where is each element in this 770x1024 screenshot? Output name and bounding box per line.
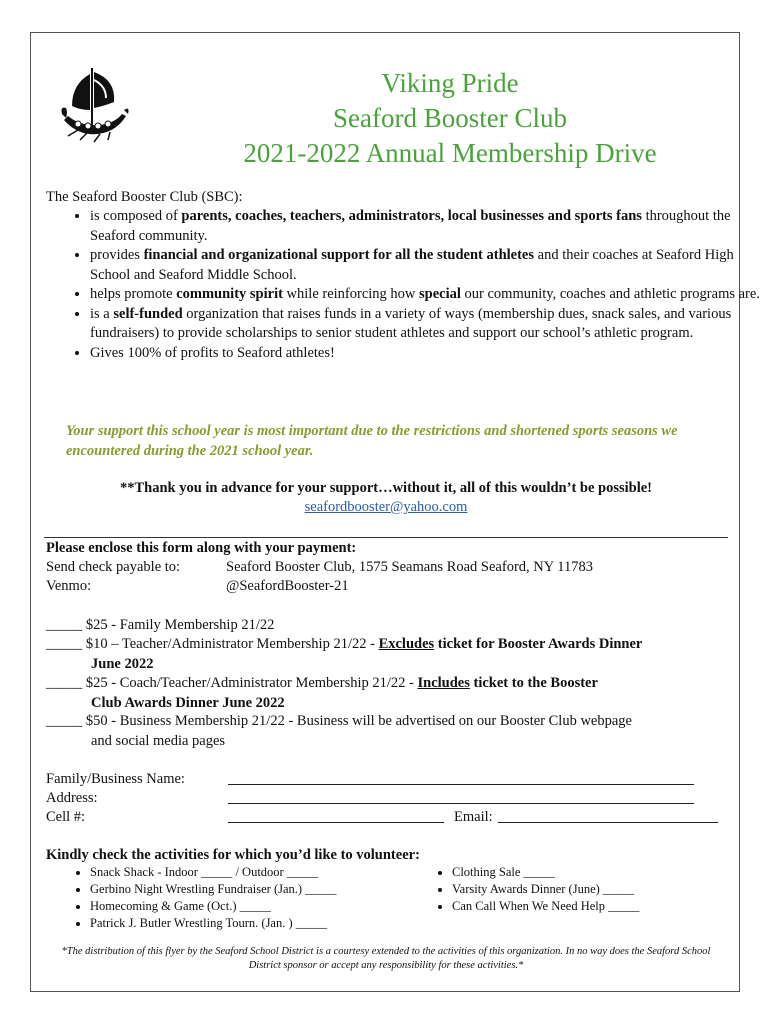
- check-label: Send check payable to:: [46, 559, 181, 575]
- support-note: Your support this school year is most important due to the restrictions and shortened sports seasons we encountered during the 2021 school year.: [66, 423, 678, 459]
- cell-field[interactable]: [228, 822, 444, 823]
- list-item[interactable]: • Clothing Sale _____: [452, 864, 752, 881]
- email-link[interactable]: seafordbooster@yahoo.com: [304, 499, 468, 515]
- list-item[interactable]: • Patrick J. Butler Wrestling Tourn. (Jan. ) _____: [90, 915, 430, 932]
- list-item[interactable]: • Varsity Awards Dinner (June) _____: [452, 881, 752, 898]
- family-name-field[interactable]: [228, 784, 694, 785]
- list-item: • helps promote community spirit while reinforcing how special our community, coaches and athletic programs are.: [90, 285, 770, 305]
- email-field[interactable]: [498, 822, 718, 823]
- membership-business[interactable]: _____ $50 - Business Membership 21/22 - Business will be advertised on our Booster Club webpage and social media pages: [46, 713, 632, 749]
- membership-coach[interactable]: _____ $25 - Coach/Teacher/Administrator Membership 21/22 - Includes ticket to the Booster Club Awards Dinner June 2022: [46, 675, 598, 711]
- divider: [44, 537, 728, 538]
- intro-text: The Seaford Booster Club (SBC):: [46, 189, 243, 205]
- venmo-label: Venmo:: [46, 578, 92, 594]
- list-item: • Gives 100% of profits to Seaford athletes!: [90, 344, 770, 364]
- list-item[interactable]: • Can Call When We Need Help _____: [452, 898, 752, 915]
- title-line-3: 2021-2022 Annual Membership Drive: [243, 138, 657, 168]
- thank-you-note: **Thank you in advance for your support…without it, all of this wouldn’t be possible!: [119, 480, 653, 496]
- venmo-value: @SeafordBooster-21: [226, 578, 349, 594]
- membership-family[interactable]: _____ $25 - Family Membership 21/22: [46, 617, 275, 633]
- volunteer-list-right: [428, 864, 752, 915]
- list-item[interactable]: • Gerbino Night Wrestling Fundraiser (Jan.) _____: [90, 881, 430, 898]
- cell-label: Cell #:: [46, 809, 86, 825]
- list-item: • is a self-funded organization that raises funds in a variety of ways (membership dues, snack sales, and various fundraisers) to provide scholarships to senior student athletes and support our school’s athletic program.: [90, 305, 770, 344]
- title-line-1: Viking Pride: [381, 68, 519, 98]
- disclaimer-footer: *The distribution of this flyer by the Seaford School District is a courtesy extended to the activities of this organization. In no way does the Seaford School District sponsor or accept any responsibility for these activities.*: [61, 946, 711, 971]
- email-label: Email:: [454, 809, 493, 825]
- volunteer-list-left: [66, 864, 430, 932]
- list-item[interactable]: • Snack Shack - Indoor _____ / Outdoor _____: [90, 864, 430, 881]
- address-label: Address:: [46, 790, 98, 806]
- viking-ship-icon: [58, 62, 130, 150]
- list-item: • is composed of parents, coaches, teachers, administrators, local businesses and sports fans throughout the Seaford community.: [90, 207, 770, 246]
- payment-heading: Please enclose this form along with your payment:: [46, 540, 357, 556]
- list-item: • provides financial and organizational support for all the student athletes and their coaches at Seaford High School and Seaford Middle School.: [90, 246, 770, 285]
- membership-teacher[interactable]: _____ $10 – Teacher/Administrator Membership 21/22 - Excludes ticket for Booster Awards Dinner June 2022: [46, 636, 643, 672]
- title-line-2: Seaford Booster Club: [333, 103, 567, 133]
- check-value: Seaford Booster Club, 1575 Seamans Road Seaford, NY 11783: [226, 559, 594, 575]
- sbc-bullet-list: [46, 207, 770, 363]
- family-name-label: Family/Business Name:: [46, 771, 185, 787]
- volunteer-heading: Kindly check the activities for which you’d like to volunteer:: [46, 847, 420, 863]
- list-item[interactable]: • Homecoming & Game (Oct.) _____: [90, 898, 430, 915]
- address-field[interactable]: [228, 803, 694, 804]
